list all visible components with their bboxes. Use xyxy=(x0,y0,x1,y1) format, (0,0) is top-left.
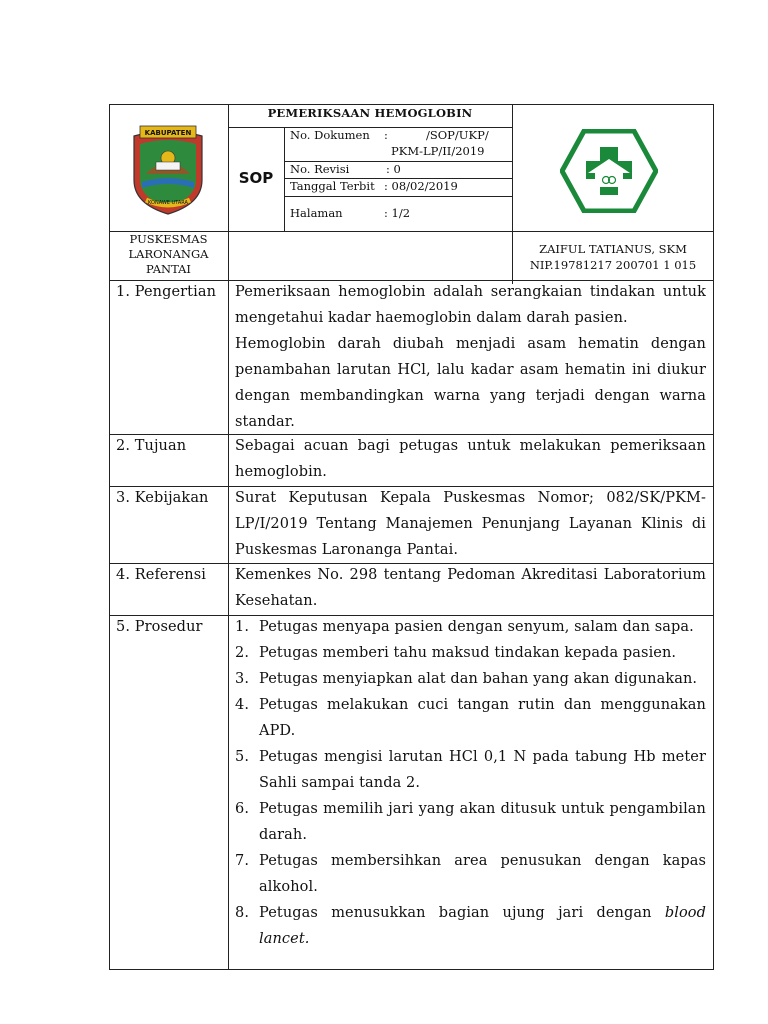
page-value: : 1/2 xyxy=(384,206,411,220)
list-item xyxy=(235,614,706,640)
sop-label: SOP xyxy=(238,169,274,187)
organization-name xyxy=(109,232,228,277)
svg-text:KONAWE UTARA: KONAWE UTARA xyxy=(148,200,188,206)
doc-number-label: No. Dokumen xyxy=(290,128,370,142)
signer-name: ZAIFUL TATIANUS, SKM xyxy=(539,242,687,256)
list-item xyxy=(235,666,706,692)
section-label-tujuan: 2. Tujuan xyxy=(116,438,187,454)
org-line: PUSKESMAS xyxy=(129,232,208,246)
revision-value: : 0 xyxy=(386,162,401,176)
list-item xyxy=(235,744,706,796)
section-content-referensi: Kemenkes No. 298 tentang Pedoman Akreditasi Laboratorium Kesehatan. xyxy=(235,567,706,609)
svg-text:KABUPATEN: KABUPATEN xyxy=(144,129,192,137)
section-label-pengertian: 1. Pengertian xyxy=(116,284,217,300)
section-content-tujuan: Sebagai acuan bagi petugas untuk melakukan pemeriksaan hemoglobin. xyxy=(235,438,706,480)
section-label-kebijakan: 3. Kebijakan xyxy=(116,490,209,506)
step-number: 6. xyxy=(235,801,250,817)
step-text: Petugas membersihkan area penusukan dengan kapas alkohol. xyxy=(259,853,706,895)
doc-number-separator: : xyxy=(384,128,388,142)
divider xyxy=(284,196,512,197)
divider xyxy=(284,127,285,231)
puskesmas-logo xyxy=(560,129,658,213)
step-text xyxy=(259,900,706,952)
procedure-steps xyxy=(235,614,706,952)
step-number: 4. xyxy=(235,697,250,713)
doc-number-value: /SOP/UKP/ xyxy=(426,128,489,142)
org-line: LARONANGA xyxy=(128,247,209,261)
regency-emblem-logo xyxy=(126,122,210,217)
step-text-italic: blood lancet. xyxy=(259,905,706,947)
org-line: PANTAI xyxy=(146,262,191,276)
published-date-value: : 08/02/2019 xyxy=(384,179,458,193)
step-text: Petugas melakukan cuci tangan rutin dan menggunakan APD. xyxy=(259,697,706,739)
paragraph: Pemeriksaan hemoglobin adalah serangkaian tindakan untuk mengetahui kadar haemoglobin dalam darah pasien. xyxy=(235,284,706,326)
step-text: Petugas mengisi larutan HCl 0,1 N pada tabung Hb meter Sahli sampai tanda 2. xyxy=(259,749,706,791)
step-text: Petugas menyiapkan alat dan bahan yang akan digunakan. xyxy=(259,671,698,687)
divider xyxy=(228,104,229,970)
step-number: 7. xyxy=(235,853,250,869)
revision-label: No. Revisi xyxy=(290,162,350,176)
step-text: Petugas memberi tahu maksud tindakan kepada pasien. xyxy=(259,645,677,661)
document-title: PEMERIKSAAN HEMOGLOBIN xyxy=(267,106,473,120)
list-item xyxy=(235,640,706,666)
step-text-main: Petugas menusukkan bagian ujung jari dengan xyxy=(259,905,652,921)
step-number: 2. xyxy=(235,645,250,661)
step-text: Petugas memilih jari yang akan ditusuk untuk pengambilan darah. xyxy=(259,801,706,843)
section-content-kebijakan: Surat Keputusan Kepala Puskesmas Nomor; 082/SK/PKM-LP/I/2019 Tentang Manajemen Penunjang Layanan Klinis di Puskesmas Laronanga Pantai. xyxy=(235,490,706,558)
paragraph: Hemoglobin darah diubah menjadi asam hematin dengan penambahan larutan HCl, lalu kadar asam hematin ini diukur dengan membandingkan warna yang terjadi dengan warna standar. xyxy=(235,336,706,430)
page-label: Halaman xyxy=(290,206,343,220)
published-date-label: Tanggal Terbit xyxy=(290,179,375,193)
step-number: 8. xyxy=(235,905,250,921)
signer-block xyxy=(512,241,714,273)
list-item xyxy=(235,900,706,952)
step-number: 1. xyxy=(235,619,250,635)
section-label-referensi: 4. Referensi xyxy=(116,567,207,583)
step-number: 5. xyxy=(235,749,250,765)
section-content-pengertian xyxy=(235,279,706,435)
doc-number-value-cont: PKM-LP/II/2019 xyxy=(391,144,485,158)
step-number: 3. xyxy=(235,671,250,687)
signer-nip: NIP.19781217 200701 1 015 xyxy=(529,258,697,272)
list-item xyxy=(235,848,706,900)
section-label-prosedur: 5. Prosedur xyxy=(116,619,203,635)
list-item xyxy=(235,692,706,744)
step-text: Petugas menyapa pasien dengan senyum, salam dan sapa. xyxy=(259,619,694,635)
list-item xyxy=(235,796,706,848)
